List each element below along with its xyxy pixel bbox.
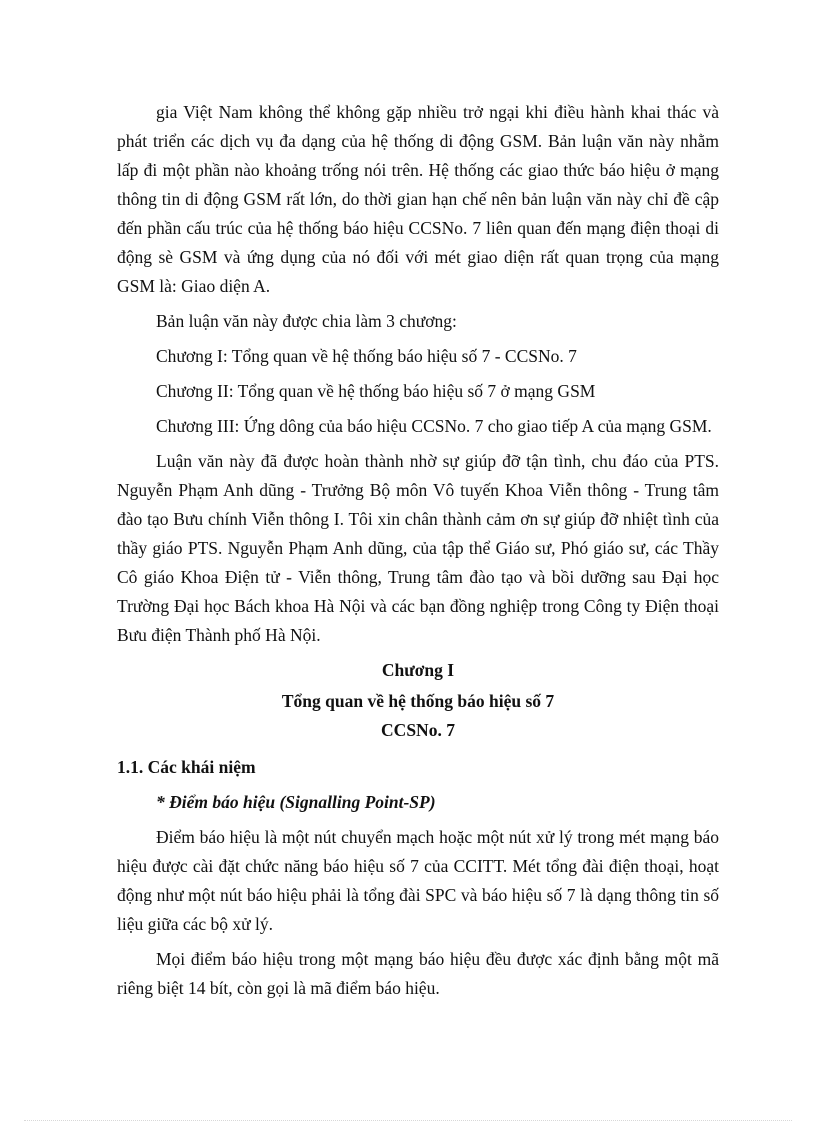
chapter-count-paragraph: Bản luận văn này được chia làm 3 chương: bbox=[156, 311, 457, 331]
chapter-list-item: Chương I: Tổng quan về hệ thống báo hiệu số 7 - CCSNo. 7 bbox=[156, 346, 577, 366]
chapter-title: Tổng quan về hệ thống báo hiệu số 7 bbox=[281, 691, 555, 711]
chapter-label: Chương I bbox=[381, 660, 455, 680]
chapter-list-item: Chương II: Tổng quan về hệ thống báo hiệu số 7 ở mạng GSM bbox=[156, 381, 596, 401]
acknowledgement-paragraph: Luận văn này đã được hoàn thành nhờ sự giúp đỡ tận tình, chu đáo của PTS. Nguyễn Phạm Anh dũng - Trưởng Bộ môn Vô tuyến Khoa Viễn thông - Trung tâm đào tạo Bưu chính Viễn thông I. Tôi xin chân thành cảm ơn sự giúp đỡ nhiệt tình của thầy giáo PTS. Nguyễn Phạm Anh dũng, của tập thể Giáo sư, Phó giáo sư, các Thầy Cô giáo Khoa Điện tử - Viễn thông, Trung tâm đào tạo và bồi dưỡng sau Đại học Trường Đại học Bách khoa Hà Nội và các bạn đồng nghiệp trong Công ty Điện thoại Bưu điện Thành phố Hà Nội. bbox=[117, 451, 719, 645]
chapter-code: CCSNo. 7 bbox=[381, 720, 455, 740]
section-paragraph: Điểm báo hiệu là một nút chuyển mạch hoặc một nút xử lý trong mét mạng báo hiệu được cài đặt chức năng báo hiệu số 7 của CCITT. Mét tổng đài điện thoại, hoạt động như một nút báo hiệu phải là tổng đài SPC và báo hiệu số 7 là dạng thông tin số liệu giữa các bộ xử lý. bbox=[117, 827, 719, 934]
section-paragraph: Mọi điểm báo hiệu trong một mạng báo hiệu đều được xác định bằng một mã riêng biệt 14 bít, còn gọi là mã điểm báo hiệu. bbox=[117, 949, 719, 998]
section-heading: 1.1. Các khái niệm bbox=[117, 757, 256, 777]
chapter-list-item: Chương III: Ứng dông của báo hiệu CCSNo. 7 cho giao tiếp A của mạng GSM. bbox=[156, 416, 712, 436]
document-page bbox=[117, 98, 719, 1009]
section-subheading: * Điểm báo hiệu (Signalling Point-SP) bbox=[156, 792, 436, 812]
intro-paragraph: gia Việt Nam không thể không gặp nhiều trở ngại khi điều hành khai thác và phát triển các dịch vụ đa dạng của hệ thống di động GSM. Bản luận văn này nhằm lấp đi một phần nào khoảng trống nói trên. Hệ thống các giao thức báo hiệu ở mạng thông tin di động GSM rất lớn, do thời gian hạn chế nên bản luận văn này chỉ đề cập đến phần cấu trúc của hệ thống báo hiệu CCSNo. 7 liên quan đến mạng điện thoại di động sè GSM và ứng dụng của nó đối với mét giao diện rất quan trọng của mạng GSM là: Giao diện A. bbox=[117, 102, 719, 296]
page-bottom-divider bbox=[24, 1120, 792, 1121]
